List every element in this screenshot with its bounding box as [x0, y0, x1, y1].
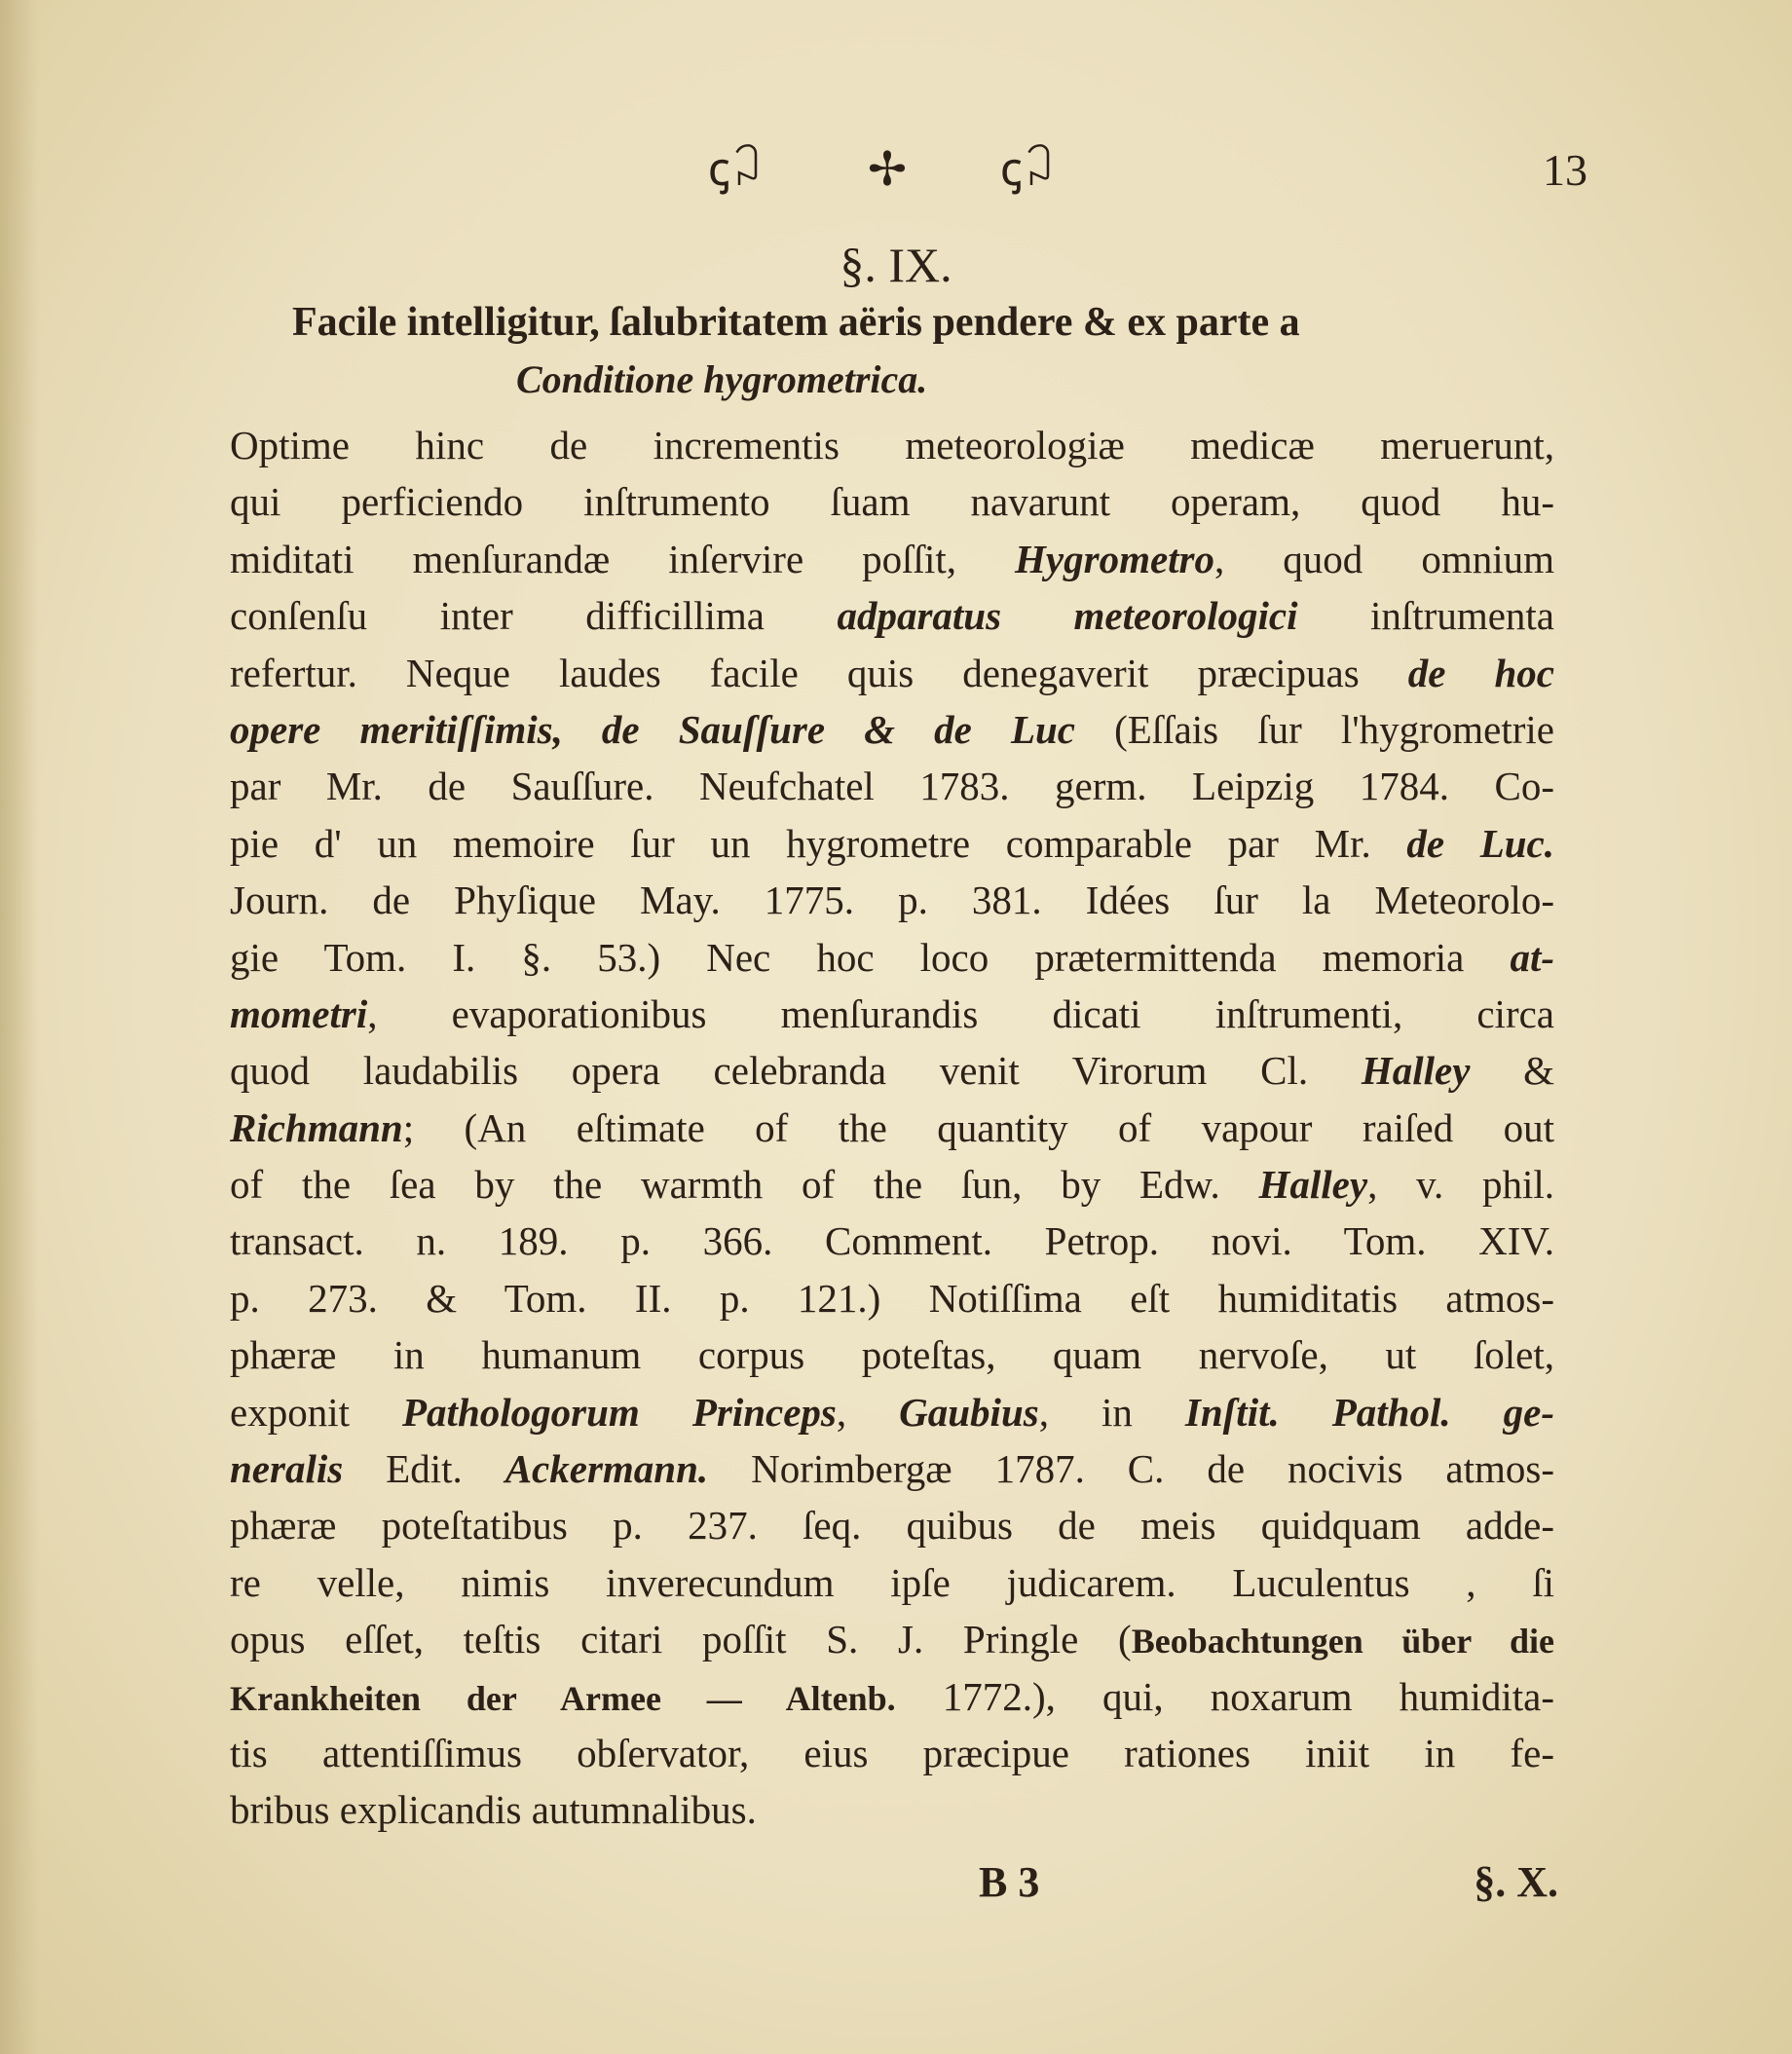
header-ornament-left: ꞔ꒜ — [707, 144, 764, 196]
text-run: conſenſu inter difficillima — [230, 593, 838, 639]
text-run: ; (An eſtimate of the quantity of vapour raiſed out — [402, 1104, 1554, 1150]
text-run: , quod omnium — [1214, 536, 1554, 581]
text-line — [230, 1781, 1554, 1838]
page-number: 13 — [1543, 145, 1587, 195]
text-run: of the ſea by the warmth of the ſun, by Edw. — [230, 1162, 1259, 1208]
text-line — [230, 1326, 1554, 1383]
text-line — [230, 758, 1554, 814]
text-run: bribus explicandis autumnalibus. — [230, 1787, 757, 1833]
text-line — [230, 929, 1554, 986]
text-run: & — [1470, 1048, 1554, 1094]
text-run: tis attentiſſimus obſervator, eius præcipue rationes iniit in fe- — [230, 1730, 1554, 1775]
italic-run: at- — [1510, 934, 1554, 980]
text-line — [230, 701, 1554, 758]
page-edge-shadow — [0, 0, 39, 2054]
text-line — [230, 531, 1554, 587]
italic-run: Inſtit. Pathol. ge- — [1184, 1389, 1554, 1435]
text-run: pie d' un memoire ſur un hygrometre comparable par Mr. — [230, 820, 1407, 866]
text-run: opus eſſet, teſtis citari poſſit S. J. Pringle ( — [230, 1617, 1132, 1662]
text-run: (Eſſais ſur l'hygrometrie — [1075, 706, 1554, 752]
text-line — [230, 1384, 1554, 1440]
text-run: exponit — [230, 1389, 403, 1435]
italic-run: Hygrometro — [1015, 536, 1215, 581]
italic-run: Richmann — [230, 1104, 403, 1150]
text-run: Norimbergæ 1787. C. de nocivis atmos- — [708, 1446, 1554, 1492]
text-run: gie Tom. I. §. 53.) Nec hoc loco prætermittenda memoria — [230, 934, 1511, 980]
text-run: 1772.), qui, noxarum humidita- — [895, 1673, 1554, 1719]
text-line — [230, 1156, 1554, 1213]
text-line — [230, 645, 1554, 701]
text-line — [230, 872, 1554, 928]
text-line — [230, 1270, 1554, 1326]
italic-run: Pathologorum Princeps — [402, 1389, 837, 1435]
text-run: , evaporationibus menſurandis dicati inſtrumenti, circa — [367, 990, 1554, 1036]
italic-run: Halley — [1361, 1048, 1471, 1094]
text-run: refertur. Neque laudes facile quis denegaverit præcipuas — [230, 650, 1408, 695]
signature-mark: B 3 — [979, 1858, 1040, 1906]
italic-run: neralis — [230, 1446, 344, 1492]
text-run: , in — [1038, 1389, 1185, 1435]
text-run: par Mr. de Sauſſure. Neufchatel 1783. germ. Leipzig 1784. Co- — [230, 764, 1554, 809]
text-line — [230, 815, 1554, 872]
text-run: qui perficiendo inſtrumento ſuam navarunt operam, quod hu- — [230, 479, 1554, 525]
text-line — [230, 1213, 1554, 1269]
text-run: , v. phil. — [1367, 1162, 1554, 1208]
text-run: , — [836, 1389, 900, 1435]
text-line — [230, 1611, 1554, 1667]
italic-run: adparatus meteorologici — [837, 593, 1298, 639]
text-line — [230, 1668, 1554, 1725]
italic-run: opere meritiſſimis, de Sauſſure & de Luc — [230, 706, 1075, 752]
body-text — [230, 417, 1554, 1839]
italic-run: de Luc. — [1406, 820, 1554, 866]
section-heading: §. IX. — [840, 238, 952, 292]
text-line — [230, 473, 1554, 530]
text-run: miditati menſurandæ inſervire poſſit, — [230, 536, 1016, 581]
italic-run: mometri — [230, 990, 368, 1036]
text-line — [230, 417, 1554, 473]
text-line — [230, 1042, 1554, 1099]
blackletter-run: Krankheiten der Armee — Altenb. — [230, 1678, 896, 1718]
text-run: phæræ poteſtatibus p. 237. ſeq. quibus de meis quidquam adde- — [230, 1503, 1554, 1549]
italic-run: de hoc — [1407, 650, 1555, 695]
text-line — [230, 1725, 1554, 1781]
header-ornament-center: ✢ — [867, 144, 906, 196]
text-run: Optime hinc de incrementis meteorologiæ medicæ meruerunt, — [230, 423, 1554, 467]
text-line — [230, 587, 1554, 644]
italic-run: Ackermann. — [504, 1446, 709, 1492]
text-line — [230, 1497, 1554, 1553]
text-run: re velle, nimis inverecundum ipſe judicarem. Luculentus , ſi — [230, 1559, 1554, 1605]
header-ornament-right: ꞔ꒜ — [999, 144, 1056, 196]
catchword: §. X. — [1474, 1858, 1558, 1906]
text-line — [230, 986, 1554, 1042]
text-run: phæræ in humanum corpus poteſtas, quam nervoſe, ut ſolet, — [230, 1332, 1554, 1378]
section-lead-sentence: Facile intelligitur, ſalubritatem aëris pendere & ex parte a — [292, 300, 1300, 345]
text-run: inſtrumenta — [1297, 593, 1555, 639]
page-header — [0, 146, 1792, 205]
text-run: Edit. — [343, 1446, 505, 1492]
text-run: transact. n. 189. p. 366. Comment. Petrop. novi. Tom. XIV. — [230, 1218, 1554, 1264]
text-line — [230, 1440, 1554, 1497]
italic-run: Gaubius — [899, 1389, 1039, 1435]
text-run: Journ. de Phyſique May. 1775. p. 381. Idées ſur la Meteorolo- — [230, 878, 1554, 923]
blackletter-run: Beobachtungen über die — [1131, 1622, 1554, 1662]
page-footer — [0, 1849, 1792, 1917]
text-run: p. 273. & Tom. II. p. 121.) Notiſſima eſt humiditatis atmos- — [230, 1275, 1554, 1321]
italic-run: Halley — [1258, 1162, 1368, 1208]
text-line — [230, 1554, 1554, 1611]
text-line — [230, 1100, 1554, 1156]
text-run: quod laudabilis opera celebranda venit Virorum Cl. — [230, 1048, 1362, 1094]
section-lead-italic: Conditione hygrometrica. — [516, 357, 928, 401]
